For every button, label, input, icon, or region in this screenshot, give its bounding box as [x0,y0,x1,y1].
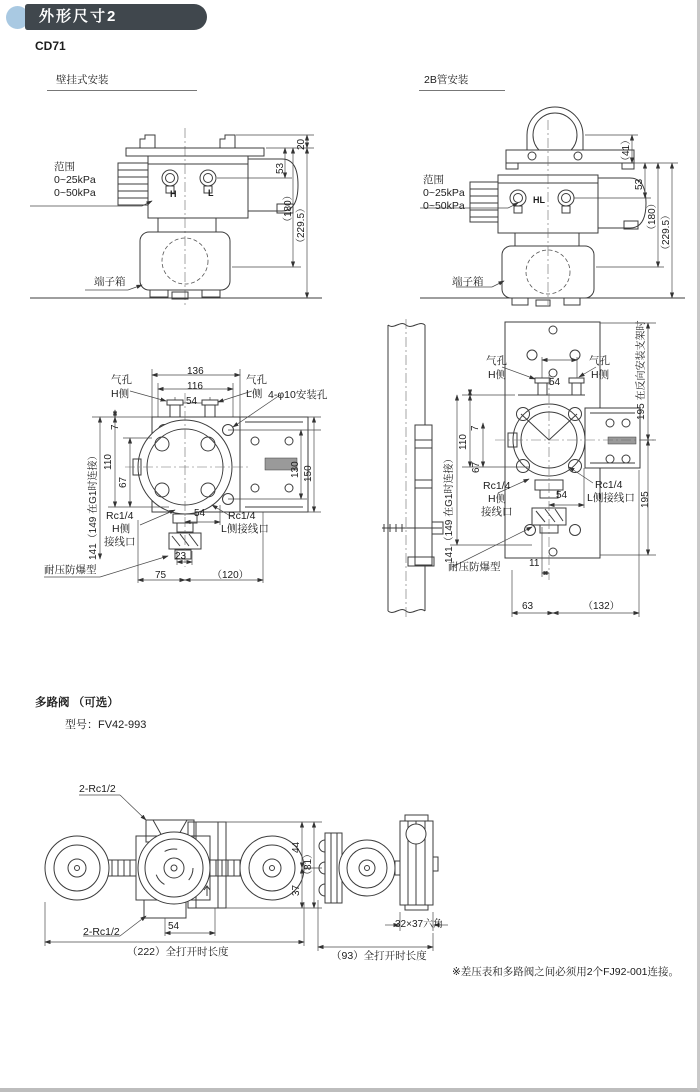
dim-81: （81） [303,848,314,880]
dim-11: 11 [529,558,540,569]
dim-180: （180） [647,198,658,235]
range-value-1: 0~25kPa [423,187,465,199]
valve-front-drawing [40,778,345,970]
valve-section-title: 多路阀 （可选） [35,697,119,709]
terminal-box-label: 端子箱 [452,276,484,288]
dim-136: 136 [187,366,204,377]
vent-h-label: 气孔 [111,374,132,386]
dim-120: （120） [212,570,249,581]
dim-141-g1: 141（149 在G1时连接） [88,450,99,560]
dim-20: 20 [296,138,307,150]
rc-h-line3: 接线口 [481,506,513,518]
model-label: CD71 [35,39,66,53]
section-title-pipe-mount: 2B管安装 [424,74,469,86]
vent-h-side: H侧 [111,388,130,400]
rc-h-line2: H侧 [112,523,131,535]
dim-141-g1: 141（149 在G1时连接） [444,453,455,563]
rc-half-bottom-label: 2-Rc1/2 [83,926,120,938]
dim-132: （132） [583,601,620,612]
rc-l-line1: Rc1/4 [228,510,256,522]
section-title-wall-mount: 壁挂式安装 [56,74,109,86]
port-h-label: H [170,189,177,199]
dim-7: 7 [470,425,481,431]
vent-left-side: H侧 [488,369,507,381]
mount-holes-label: 4-φ10安装孔 [268,389,328,401]
dim-63: 63 [522,601,534,612]
range-value-1: 0~25kPa [54,174,96,186]
hex-size-label: 32×37六角 [395,919,444,930]
rc-l-line2: L侧接线口 [221,523,269,535]
rc-h-line2: H侧 [488,493,507,505]
rc-l-line2: L侧接线口 [587,492,635,504]
dim-54-mid: 54 [194,508,206,519]
dim-150: 150 [303,465,314,482]
full-open-length-side: （93）全打开时长度 [331,950,427,962]
dim-41: （41） [621,134,632,166]
dim-75: 75 [155,570,167,581]
flameproof-label: 耐压防爆型 [448,561,501,573]
range-value-2: 0~50kPa [54,187,96,199]
full-open-length-front: （222）全打开时长度 [127,946,229,958]
rc-l-line1: Rc1/4 [595,479,623,491]
dim-116: 116 [187,381,203,392]
rc-half-top-label: 2-Rc1/2 [79,783,116,795]
dim-44: 44 [291,841,302,853]
dim-54-mid: 54 [556,490,568,501]
vent-left-label: 气孔 [486,355,507,367]
valve-side-drawing [315,785,500,970]
dim-229-5: （229.5） [661,209,672,255]
dim-180: （180） [283,190,294,227]
flameproof-label: 耐压防爆型 [44,564,97,576]
vent-right-side: H侧 [591,369,610,381]
terminal-box-label: 端子箱 [94,276,126,288]
dim-130: 130 [290,461,301,478]
vent-right-label: 气孔 [589,355,610,367]
dim-67: 67 [118,476,129,488]
page-title: 外形尺寸2 [25,4,207,30]
rc-h-line3: 接线口 [104,536,136,548]
range-value-2: 0~50kPa [423,200,465,212]
dim-54-top: 54 [186,396,198,407]
dim-54: 54 [168,921,180,932]
footnote: ※差压表和多路阀之间必须用2个FJ92-001连接。 [452,966,679,978]
dim-7: 7 [110,424,121,430]
port-l-label: L [208,188,214,198]
pipe-top-drawing [380,315,700,630]
valve-model-label: 型号：FV42-993 [65,719,147,731]
rc-h-line1: Rc1/4 [483,480,511,492]
rc-h-line1: Rc1/4 [106,510,134,522]
range-label: 范围 [423,174,444,186]
dim-54-top: 54 [549,377,561,388]
dim-110: 110 [103,454,114,470]
dim-37: 37 [291,884,302,896]
dim-53: 53 [275,162,286,174]
dim-195-reversed: 195 在反向安装支架时 [636,320,647,420]
dim-23: 23 [175,551,187,562]
underline [47,90,197,91]
dim-110: 110 [458,434,469,450]
dim-67: 67 [471,461,482,473]
dim-229-5: （229.5） [296,202,307,248]
port-hl-label: HL [533,195,545,205]
range-label: 范围 [54,161,75,173]
vent-l-label: 气孔 [246,374,267,386]
dim-195: 195 [640,491,651,508]
underline [419,90,505,91]
dim-53: 53 [634,178,645,190]
vent-l-side: L侧 [246,388,263,400]
